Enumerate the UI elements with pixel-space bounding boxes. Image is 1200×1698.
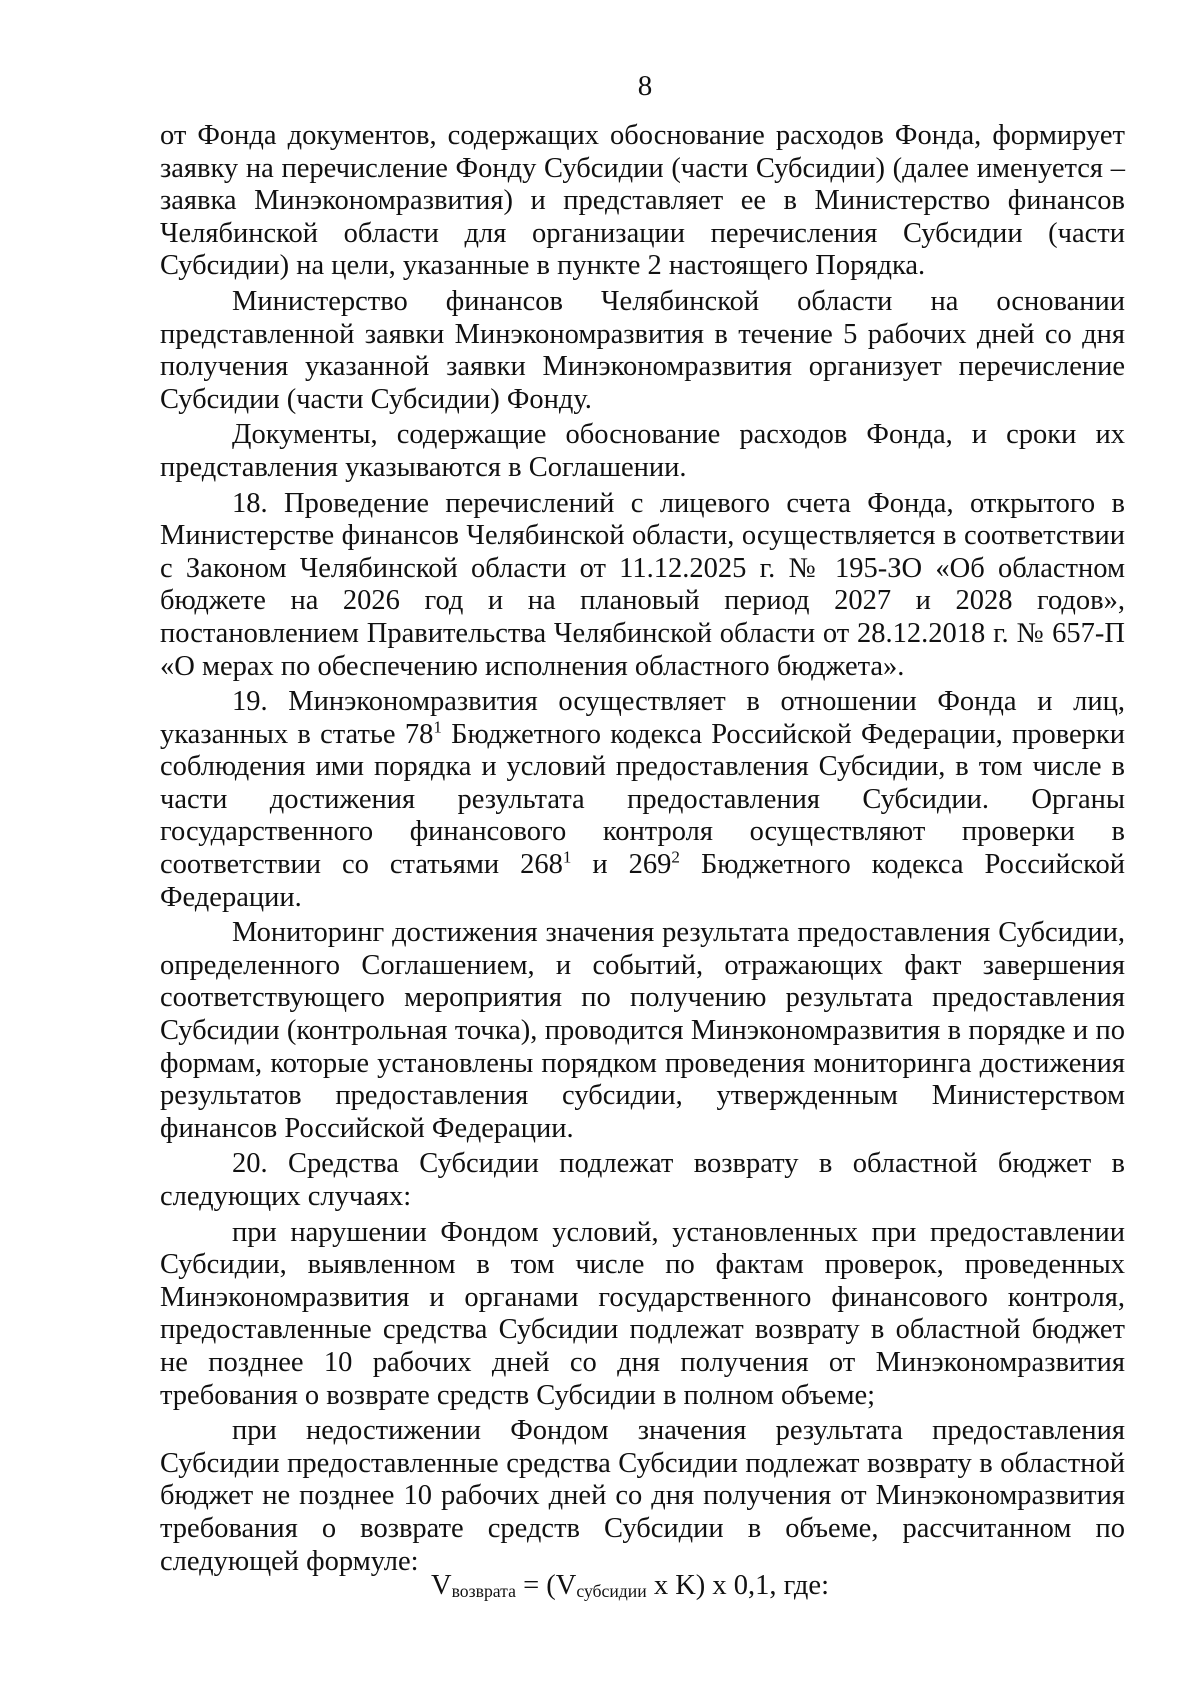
text-segment: Бюджетного кодекса Российской Федерации, проверки соблюдения ими порядка и условий предоставления Субсидии, в том числе в части достижения результата предоставления Субсидии. Органы государственного финансового контроля осуществляют проверки в соответствии со статьями 268 <box>160 718 1125 881</box>
formula-subscript: субсидии <box>576 1581 647 1602</box>
paragraph: Документы, содержащие обоснование расходов Фонда, и сроки их представления указываются в Соглашении. <box>160 419 1125 483</box>
text-segment: Бюджетного кодекса Российской Федерации. <box>160 849 1125 913</box>
paragraph: при нарушении Фондом условий, установленных при предоставлении Субсидии, выявленном в том числе по фактам проверок, проведенных Минэкономразвития и органами государственного финансового контроля, предоставленные средства Субсидии подлежат возврату в областной бюджет не позднее 10 рабочих дней со дня получения от Минэкономразвития требования о возврате средств Субсидии в полном объеме; <box>160 1216 1125 1411</box>
paragraph-item-18: 18. Проведение перечислений с лицевого счета Фонда, открытого в Министерстве финансов Челябинской области, осуществляется в соответствии с Законом Челябинской области от 11.12.2025 г. № 195-ЗО «Об областном бюджете на 2026 год и на плановый период 2027 и 2028 годов», постановлением Правительства Челябинской области от 28.12.2018 г. № 657-П «О мерах по обеспечению исполнения областного бюджета». <box>160 487 1125 682</box>
paragraph: Министерство финансов Челябинской области на основании представленной заявки Минэкономразвития в течение 5 рабочих дней со дня получения указанной заявки Минэкономразвития организует перечисление Субсидии (части Субсидии) Фонду. <box>160 285 1125 415</box>
document-body <box>160 120 1125 1578</box>
paragraph: от Фонда документов, содержащих обоснование расходов Фонда, формирует заявку на перечисление Фонду Субсидии (части Субсидии) (далее именуется – заявка Минэкономразвития) и представляет ее в Министерство финансов Челябинской области для организации перечисления Субсидии (части Субсидии) на цели, указанные в пункте 2 настоящего Порядка. <box>160 120 1125 282</box>
paragraph-item-19 <box>160 686 1125 914</box>
page-number: 8 <box>637 70 653 102</box>
formula-text: x K) x 0,1, где: <box>646 1570 829 1601</box>
paragraph: Мониторинг достижения значения результата предоставления Субсидии, определенного Соглашением, и событий, отражающих факт завершения соответствующего мероприятия по получению результата предоставления Субсидии (контрольная точка), проводится Минэкономразвития в порядке и по формам, которые установлены порядком проведения мониторинга достижения результатов предоставления субсидии, утвержденным Министерством финансов Российской Федерации. <box>160 917 1125 1144</box>
superscript: 2 <box>671 847 680 867</box>
superscript: 1 <box>562 847 572 867</box>
formula <box>0 1570 1200 1602</box>
text-segment: 19. Минэкономразвития осуществляет в отношении Фонда и лиц, указанных в статье 78 <box>160 686 1125 750</box>
formula-text: = (V <box>515 1570 577 1601</box>
formula-var: V <box>431 1570 452 1601</box>
superscript: 1 <box>433 717 442 737</box>
paragraph: при недостижении Фондом значения результата предоставления Субсидии предоставленные средства Субсидии подлежат возврату в областной бюджет не позднее 10 рабочих дней со дня получения от Минэкономразвития требования о возврате средств Субсидии в объеме, рассчитанном по следующей формуле: <box>160 1415 1125 1577</box>
paragraph-item-20: 20. Средства Субсидии подлежат возврату в областной бюджет в следующих случаях: <box>160 1148 1125 1212</box>
text-segment: и 269 <box>571 849 672 881</box>
formula-subscript: возврата <box>451 1581 516 1602</box>
